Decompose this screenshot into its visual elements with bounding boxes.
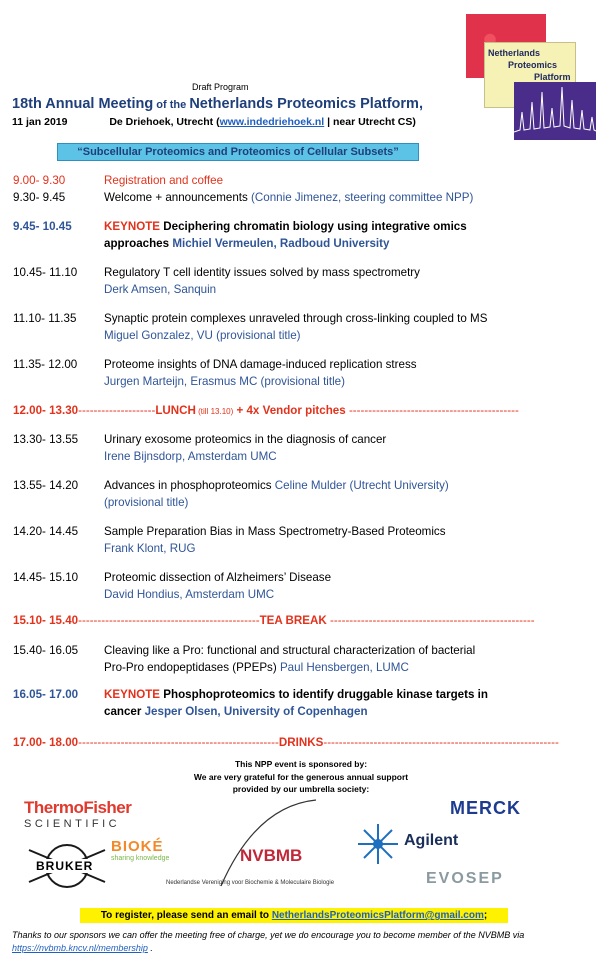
draft-label: Draft Program	[192, 82, 249, 92]
logo-line-2: Proteomics	[508, 60, 558, 70]
register-banner: To register, please send an email to NetherlandsProteomicsPlatform@gmail.com;	[80, 908, 508, 923]
bioke-logo: BIOKÉ sharing knowledge	[111, 838, 170, 862]
nvbmb-wordmark: NVBMB	[240, 846, 303, 865]
nvbmb-curve-icon	[166, 796, 376, 892]
logo-line-3: Platform	[534, 72, 571, 82]
nvbmb-full-name: Nederlandse Vereniging voor Biochemie & Moleculaire Biologie	[166, 880, 335, 886]
page-title: 18th Annual Meeting of the Netherlands Proteomics Platform,	[12, 96, 423, 112]
npp-logo-spectrum-block	[514, 82, 596, 140]
spectrum-icon	[514, 82, 596, 140]
sponsor-heading: This NPP event is sponsored by:	[234, 759, 368, 769]
agilent-logo: Agilent	[404, 832, 459, 849]
bruker-logo: BRUKER	[24, 842, 110, 890]
sponsor-thanks-line: We are very grateful for the generous annual support	[193, 772, 409, 782]
evosep-logo: EVOSEP	[426, 870, 504, 887]
meeting-theme: “Subcellular Proteomics and Proteomics of Cellular Subsets”	[57, 143, 419, 161]
register-email-link[interactable]: NetherlandsProteomicsPlatform@gmail.com	[271, 910, 484, 921]
nvbmb-logo	[166, 796, 376, 892]
event-date: 11 jan 2019	[12, 116, 68, 128]
agilent-spark-icon	[356, 822, 400, 871]
lunch-break-row: 12.00- 13.30--------------------LUNCH (till 13.10) + 4x Vendor pitches --------------------------------------------	[13, 404, 519, 417]
date-venue-line: 11 jan 2019 De Driehoek, Utrecht (www.indedriehoek.nl | near Utrecht CS)	[12, 116, 416, 128]
membership-link[interactable]: https://nvbmb.kncv.nl/membership	[12, 943, 148, 953]
sponsor-umbrella-line: provided by our umbrella society:	[232, 784, 370, 794]
merck-logo: MERCK	[450, 798, 521, 818]
thermofisher-logo: ThermoFisher SCIENTIFIC	[24, 798, 132, 830]
drinks-row: 17.00- 18.00----------------------------------------------------DRINKS-------------------------------------------------------------	[13, 736, 559, 749]
venue-link[interactable]: www.indedriehoek.nl	[219, 116, 325, 128]
logo-line-1: Netherlands	[488, 48, 541, 58]
membership-note: Thanks to our sponsors we can offer the meeting free of charge, yet we do encourage you to become member of the NVBMB via https://nvbmb.kncv.nl/membership .	[12, 930, 525, 953]
tea-break-row: 15.10- 15.40-----------------------------------------------TEA BREAK -----------------------------------------------------	[13, 614, 535, 627]
